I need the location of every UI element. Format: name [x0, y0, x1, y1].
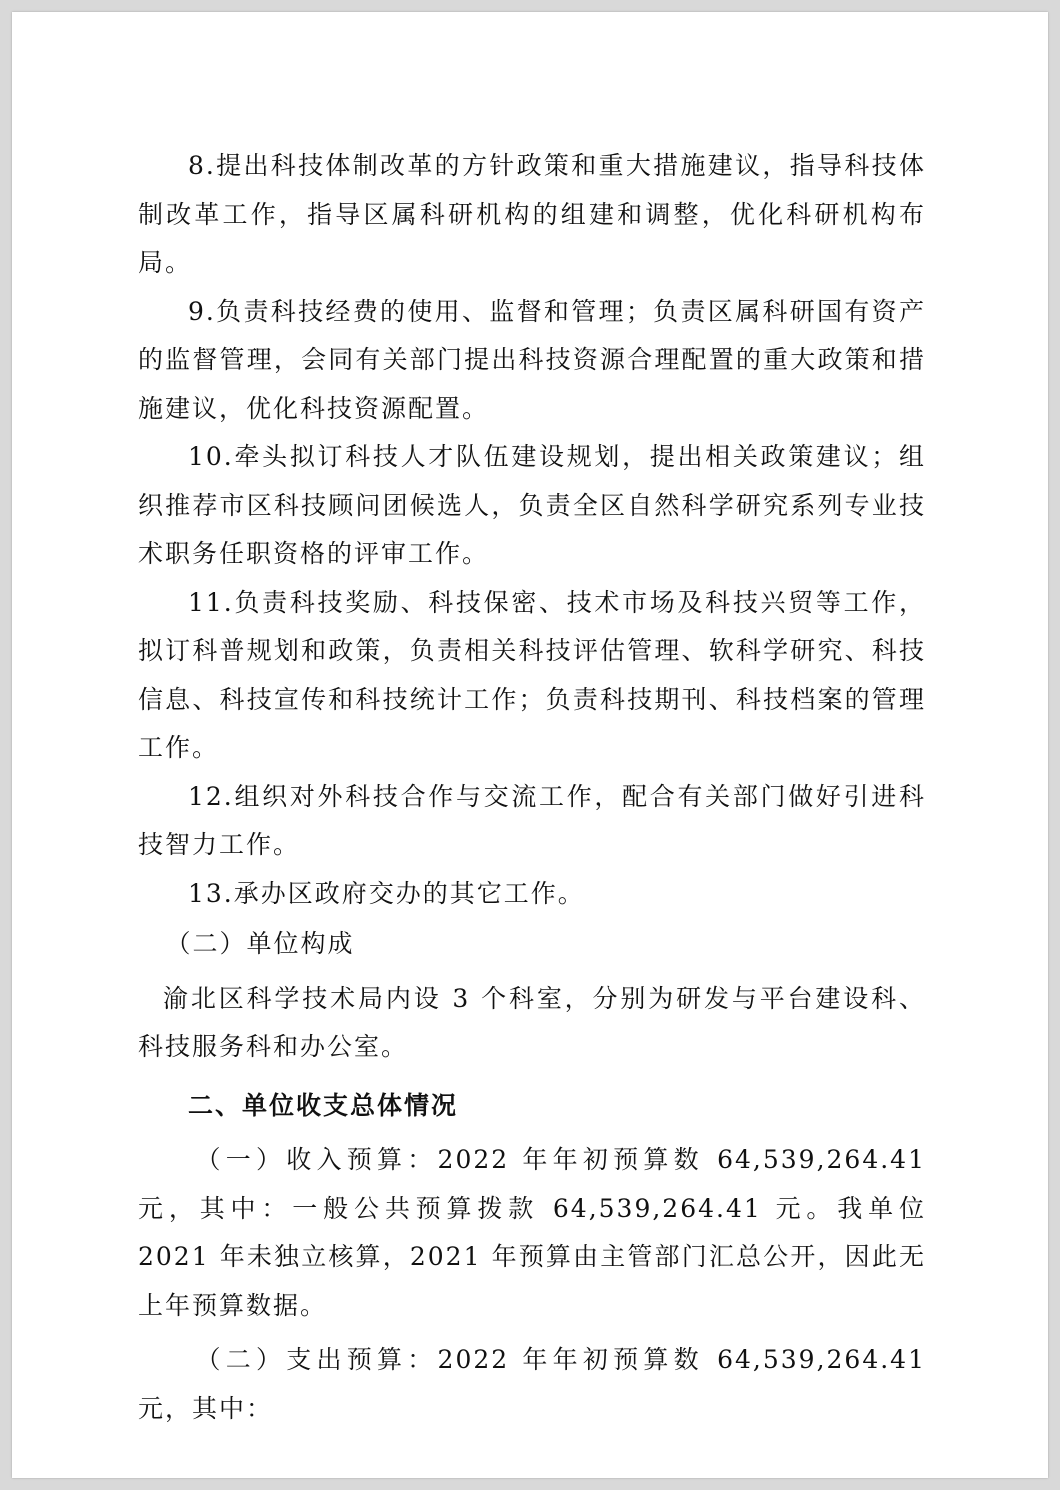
duty-item-11: 11.负责科技奖励、科技保密、技术市场及科技兴贸等工作，拟订科普规划和政策，负责相关科技评估管理、软科学研究、科技信息、科技宣传和科技统计工作；负责科技期刊、科技档案的管理工作。: [138, 587, 926, 762]
income-budget-paragraph: （一）收入预算：2022 年年初预算数 64,539,264.41 元，其中：一般公共预算拨款 64,539,264.41 元。我单位 2021 年未独立核算，2021 年预算由主管部门汇总公开，因此无上年预算数据。: [138, 1145, 926, 1320]
document-page: [12, 12, 1048, 1478]
section-heading-budget-overview: 二、单位收支总体情况: [188, 1090, 459, 1120]
duty-item-13: 13.承办区政府交办的其它工作。: [188, 878, 585, 908]
expense-budget-paragraph: （二）支出预算：2022 年年初预算数 64,539,264.41 元，其中：: [138, 1345, 926, 1423]
document-body: [138, 142, 926, 1439]
subheading-unit-composition: （二）单位构成: [165, 929, 355, 958]
duty-item-9: 9.负责科技经费的使用、监督和管理；负责区属科研国有资产的监督管理，会同有关部门提出科技资源合理配置的重大政策和措施建议，优化科技资源配置。: [138, 296, 926, 423]
unit-composition-text: 渝北区科学技术局内设 3 个科室，分别为研发与平台建设科、科技服务科和办公室。: [138, 983, 926, 1061]
duty-item-10: 10.牵头拟订科技人才队伍建设规划，提出相关政策建议；组织推荐市区科技顾问团候选人，负责全区自然科学研究系列专业技术职务任职资格的评审工作。: [138, 442, 926, 568]
duty-item-12: 12.组织对外科技合作与交流工作，配合有关部门做好引进科技智力工作。: [138, 781, 926, 859]
duty-item-8: 8.提出科技体制改革的方针政策和重大措施建议，指导科技体制改革工作，指导区属科研机构的组建和调整，优化科研机构布局。: [138, 151, 926, 277]
